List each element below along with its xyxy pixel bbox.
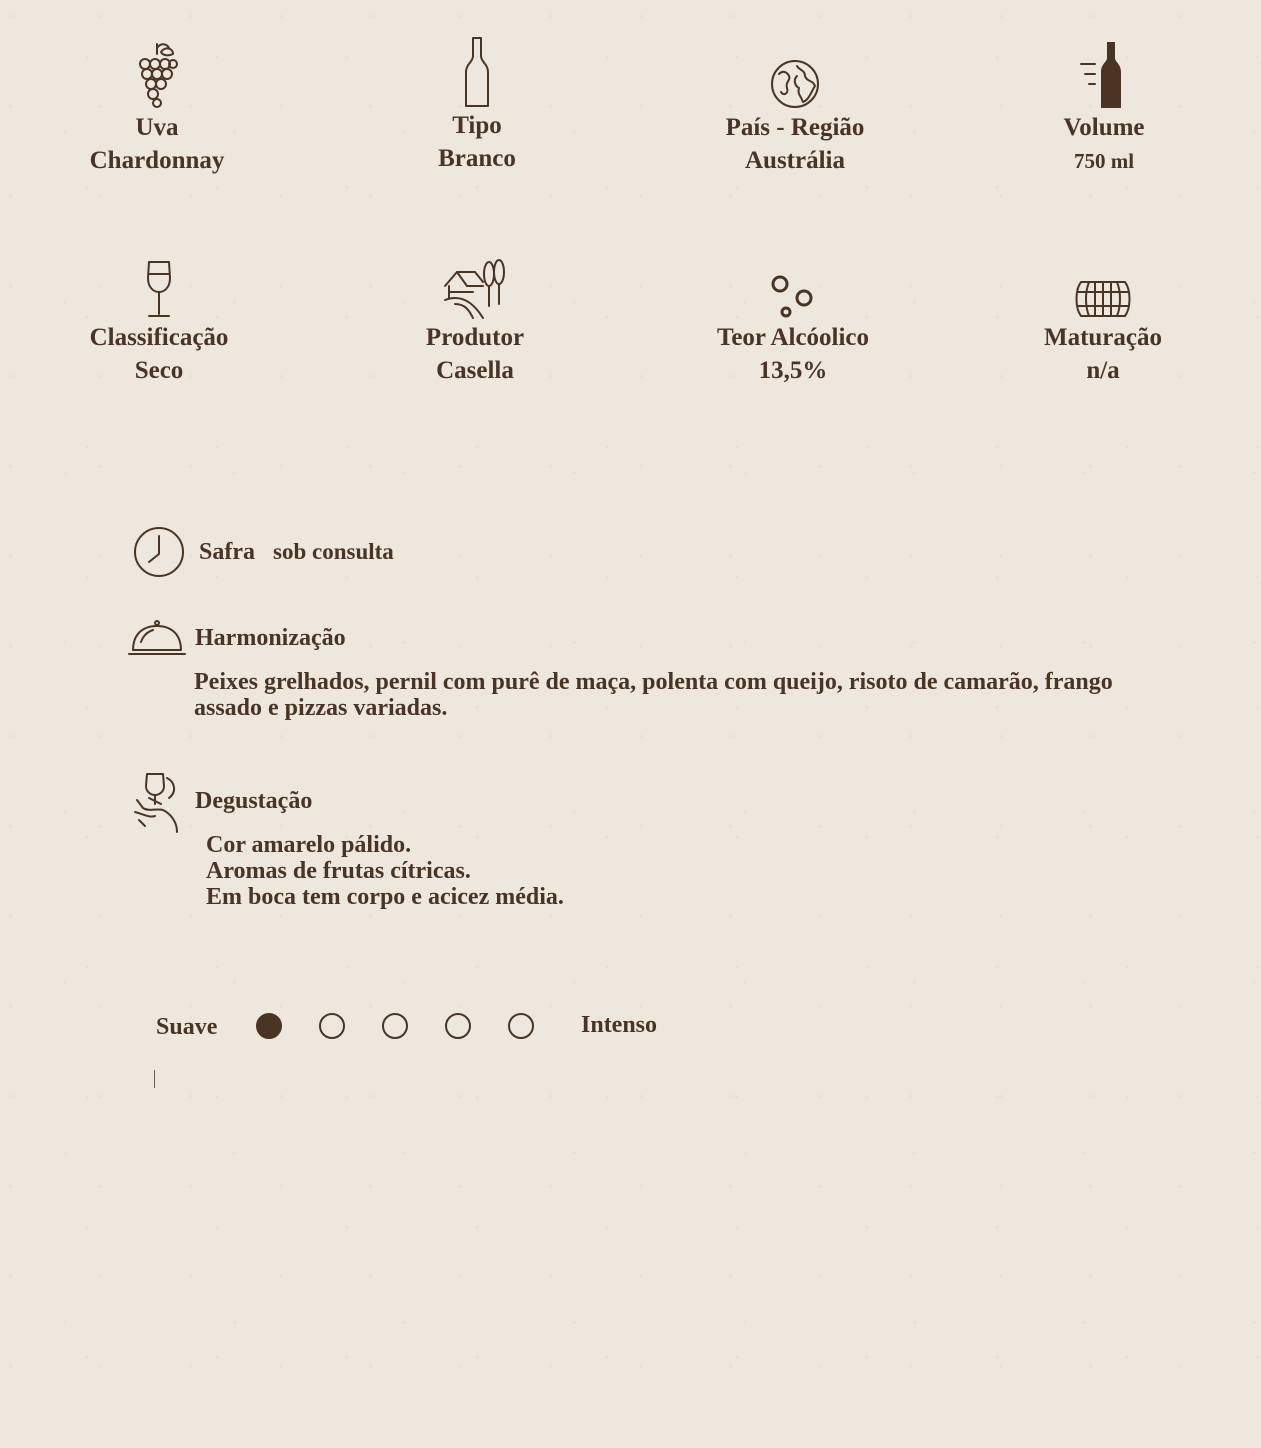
divider-mark xyxy=(154,1070,155,1088)
attribute-label: Produtor xyxy=(425,324,525,351)
degustacao-text xyxy=(206,832,1106,910)
wine-glass-icon xyxy=(39,248,279,320)
safra-label: Safra xyxy=(199,538,255,565)
intensity-dot xyxy=(319,1013,345,1039)
attribute-label: Tipo xyxy=(452,112,502,139)
intensity-dot xyxy=(256,1013,282,1039)
attribute-label: Uva xyxy=(135,114,179,141)
attribute-uva xyxy=(37,38,277,178)
harmonizacao-title: Harmonização xyxy=(195,624,346,651)
intensity-dot xyxy=(508,1013,534,1039)
harmonizacao-text: Peixes grelhados, pernil com purê de maça, polenta com queijo, risoto de camarão, frango assado e pizzas variadas. xyxy=(194,669,1113,721)
attribute-pais xyxy=(675,38,915,178)
grapes-icon xyxy=(37,38,277,110)
attribute-label: Teor Alcóolico xyxy=(716,324,870,351)
attribute-teor xyxy=(673,248,913,388)
degustacao-title: Degustação xyxy=(195,787,313,814)
attribute-value: Austrália xyxy=(745,147,845,174)
harmonizacao-header xyxy=(127,618,346,658)
attribute-value: 13,5% xyxy=(758,357,828,384)
attribute-volume xyxy=(984,38,1224,178)
degustacao-line: Em boca tem corpo e acicez média. xyxy=(206,884,564,910)
degustacao-header xyxy=(133,768,312,834)
attribute-label: Maturação xyxy=(1043,324,1163,351)
safra-row xyxy=(133,526,394,578)
bottle-volume-icon xyxy=(984,38,1224,110)
intensity-max-label: Intenso xyxy=(581,1012,658,1038)
degustacao-line: Aromas de frutas cítricas. xyxy=(206,858,471,884)
globe-icon xyxy=(675,38,915,110)
clock-icon xyxy=(133,526,185,578)
attribute-value: Casella xyxy=(436,357,514,384)
intensity-dot xyxy=(445,1013,471,1039)
attribute-value: n/a xyxy=(1086,357,1120,384)
attribute-maturacao xyxy=(983,248,1223,388)
winery-icon xyxy=(355,248,595,320)
attribute-value: Chardonnay xyxy=(89,147,225,174)
attribute-label: Volume xyxy=(1063,114,1145,141)
attribute-produtor xyxy=(355,248,595,388)
tasting-hand-icon xyxy=(133,768,183,834)
attribute-label: Classificação xyxy=(89,324,229,351)
intensity-dot xyxy=(382,1013,408,1039)
attribute-value: 750 ml xyxy=(1073,149,1135,173)
intensity-min-label: Suave xyxy=(156,1014,218,1040)
barrel-icon xyxy=(983,248,1223,320)
attribute-label: País - Região xyxy=(725,114,865,141)
bubbles-icon xyxy=(673,248,913,320)
attribute-value: Branco xyxy=(438,145,516,172)
degustacao-line: Cor amarelo pálido. xyxy=(206,832,412,858)
bottle-outline-icon xyxy=(357,36,597,108)
attribute-value: Seco xyxy=(134,357,184,384)
safra-value: sob consulta xyxy=(273,539,394,564)
attribute-tipo xyxy=(357,36,597,176)
attribute-classificacao xyxy=(39,248,279,388)
cloche-icon xyxy=(127,618,187,658)
